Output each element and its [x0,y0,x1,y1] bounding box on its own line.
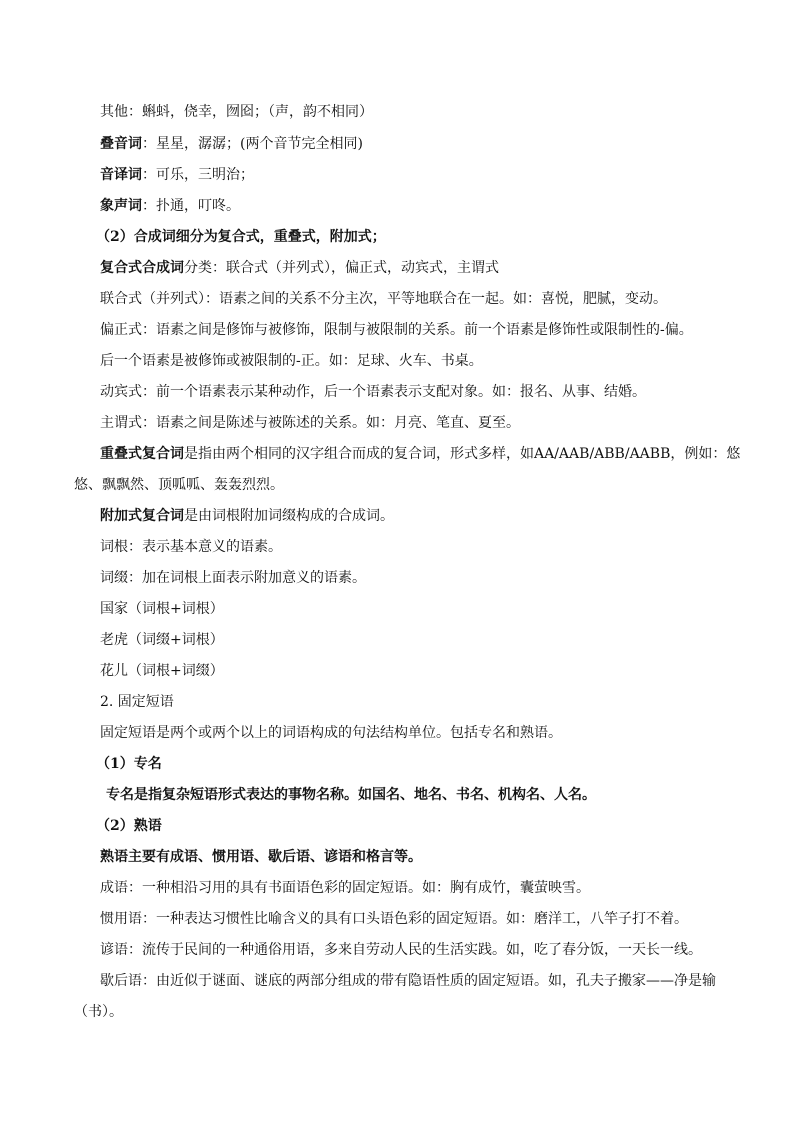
text-line-affix [100,506,394,526]
text-line-verb-object: 动宾式：前一个语素表示某种动作，后一个语素表示支配对象。如：报名、从事、结婚。 [100,384,646,400]
text-line-proper-name-def: 专名是指复杂短语形式表达的事物名称。如国名、地名、书名、机构名、人名。 [106,787,596,803]
definition-onomatopoeia: ：扑通，叮咚。 [142,198,240,214]
definition-overlap: 是指由两个相同的汉字组合而成的复合词，形式多样，如AA/AAB/ABB/AABB，例如：悠 [184,446,741,462]
text-line-proverb: 谚语：流传于民间的一种通俗用语，多来自劳动人民的生活实践。如，吃了春分饭，一天长一线。 [100,942,702,958]
definition-reduplicated: ：星星，潺潺；(两个音节完全相同) [142,136,363,152]
text-line-modifier-cont: 后一个语素是被修饰或被限制的-正。如：足球、火车、书桌。 [100,353,483,369]
section-heading-fixed-phrase: 2. 固定短语 [100,694,174,710]
text-line-modifier: 偏正式：语素之间是修饰与被修饰，限制与被限制的关系。前一个语素是修饰性或限制性的-偏。 [100,322,693,338]
text-line-example-2: 老虎（词缀+词根） [100,632,224,648]
text-line-example-3: 花儿（词根+词缀） [100,663,224,679]
text-line-fixed-phrase-def: 固定短语是两个或两个以上的词语构成的句法结构单位。包括专名和熟语。 [100,725,562,741]
text-line-onomatopoeia [100,196,240,216]
text-line-other: 其他：蝌蚪，侥幸，囫囵；（声，韵不相同） [100,104,373,120]
term-compound: 复合式合成词 [100,260,184,276]
text-line-xiehouyu: 歇后语：由近似于谜面、谜底的两部分组成的带有隐语性质的固定短语。如，孔夫子搬家——净是输 [100,973,716,989]
text-line-subject-predicate: 主谓式：语素之间是陈述与被陈述的关系。如：月亮、笔直、夏至。 [100,415,520,431]
text-line-reduplicated [100,134,363,154]
text-line-transliteration [100,165,254,185]
subheading-idiom: （2）熟语 [96,818,162,834]
text-line-idiom-def: 熟语主要有成语、惯用语、歇后语、谚语和格言等。 [100,849,422,865]
definition-transliteration: ：可乐，三明治； [142,167,254,183]
text-line-overlap [100,444,740,464]
term-transliteration: 音译词 [100,167,142,183]
term-reduplicated: 叠音词 [100,136,142,152]
term-affix: 附加式复合词 [100,508,184,524]
text-line-affix-def: 词缀：加在词根上面表示附加意义的语素。 [100,570,366,586]
definition-compound: 分类：联合式（并列式），偏正式，动宾式，主谓式 [184,260,499,276]
definition-affix: 是由词根附加词缀构成的合成词。 [184,508,394,524]
text-line-xiehouyu-cont: （书）。 [74,1004,123,1020]
text-line-overlap-cont: 悠、飘飘然、顶呱呱、轰轰烈烈。 [74,477,284,493]
text-line-guanyongyu: 惯用语：一种表达习惯性比喻含义的具有口头语色彩的固定短语。如：磨洋工，八竿子打不着。 [100,911,688,927]
text-line-coordinate: 联合式（并列式）：语素之间的关系不分主次，平等地联合在一起。如：喜悦，肥腻，变动。 [100,291,667,307]
text-line-compound-types [100,258,499,278]
term-overlap: 重叠式复合词 [100,446,184,462]
text-line-root: 词根：表示基本意义的语素。 [100,539,282,555]
term-onomatopoeia: 象声词 [100,198,142,214]
subheading-proper-name: （1）专名 [96,756,162,772]
text-line-example-1: 国家（词根+词根） [100,601,224,617]
text-line-chengyu: 成语：一种相沿习用的具有书面语色彩的固定短语。如：胸有成竹，囊萤映雪。 [100,880,590,896]
section-heading-compound: （2）合成词细分为复合式，重叠式，附加式； [96,229,386,245]
